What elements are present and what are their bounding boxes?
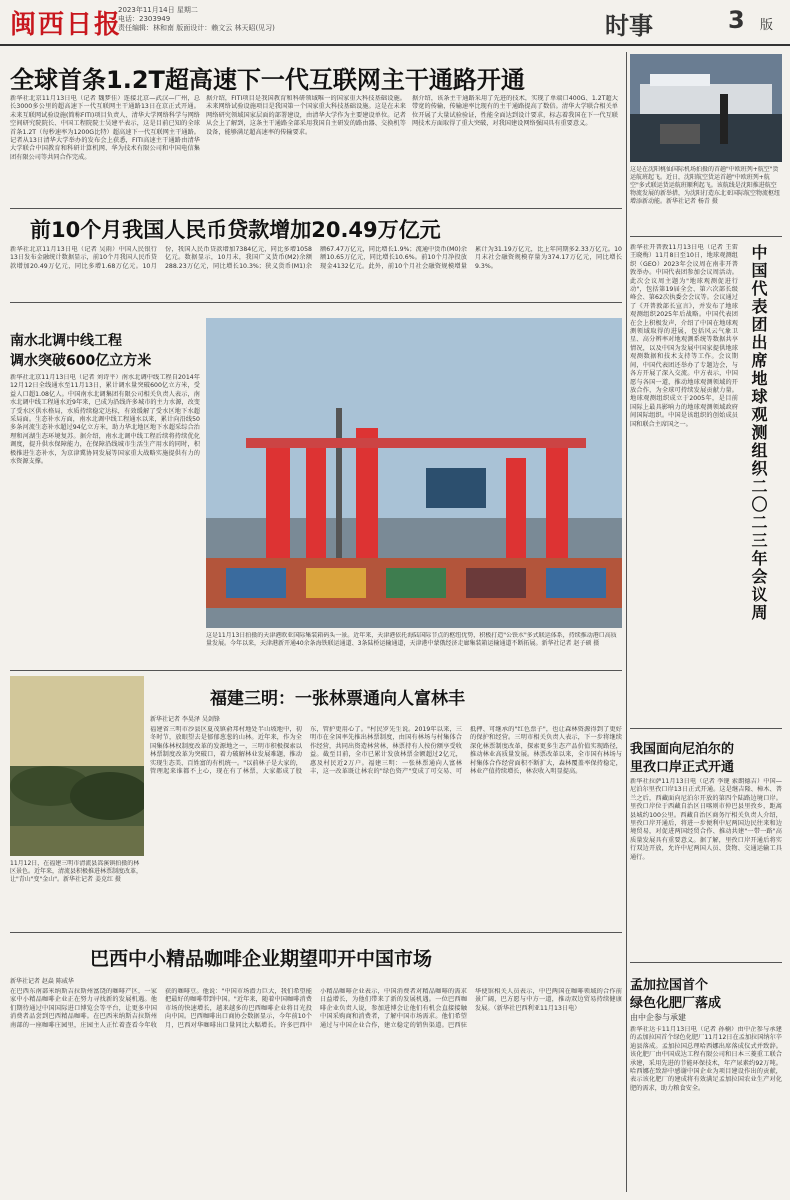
article8-title-line2: 绿色化肥厂落成 bbox=[630, 996, 722, 1011]
airport-photo bbox=[630, 54, 782, 162]
article4-text: 福建省三明市沙县区夏茂镇俞邦村地处半山坡地中，初冬时节，放眼望去是郁郁葱葱的山林。近年来，作为全国集体林权制度改革的发源地之一，三明市积极探索以林票制度改革为突破口，着力破解林业发展难题，推动实现生态美、百姓富的有机统一。"以前林子是大家的，管理起来谁都不上心，现在有了林票，大家都成了股东，管护更用心了。"村民罗先生说。2019年以来，三明市在全国率先推出林票制度，由国有林场与村集体合作经营，共同出资造林营林，林票持有人按份额享受收益。截至目前，全市已累计发放林票金额超过2亿元，惠及村民近2万户。福建三明：一张林票通向人富林丰，这一改革既让林农的"绿色资产"变成了可交易、可抵押、可继承的"红色票子"，也让森林资源得到了更好的保护和经营。三明市相关负责人表示，下一步将继续深化林票制度改革，探索更多生态产品价值实现路径，推动林业高质量发展。林票改革以来，全市国有林场与村集体合作经营面积不断扩大，森林覆盖率保持稳定，林业产值持续增长，林农收入明显提高。 bbox=[150, 726, 622, 776]
masthead bbox=[0, 0, 790, 46]
article3-text: 新华社北京11月13日电（记者 刘诗平）南水北调中线工程自2014年12月12日全线通水至11月13日，累计调水量突破600亿立方米，受益人口超1.08亿人。中国南水北调集团有限公司相关负责人表示，南水北调中线工程通水近9年来，已成为沿线许多城市的主力水源，改变了受水区供水格局，水质持续稳定达标，有效缓解了受水区地下水超采局面。生态补水方面，南水北调中线工程通水以来，累计向沿线50多条河流生态补水超过94亿立方米，助力华北地区地下水超采综合治理和河湖生态环境复苏。据介绍，南水北调中线工程后续将持续优化调度，提升供水保障能力，在保障沿线城市生活生产用水的同时，积极推进生态补水，为京津冀协同发展等国家重大战略实施提供有力的水资源支撑。 bbox=[10, 374, 200, 466]
airport-photo-caption: 这是在沈阳桃仙国际机场拍摄的首趟"中欧班列+航空"货运航班起飞。近日，沈阳航空货运首趟"中欧班列+航空"多式联运货运航班顺利起飞。该航线是沈阳推进航空物流发展的新举措，为沈阳打造东北亚国际航空物流枢纽增添新动能。新华社记者 杨青 摄 bbox=[630, 166, 781, 205]
section-name: 时事 bbox=[605, 12, 653, 40]
article4-byline: 新华社记者 李昊泽 吴剑锋 bbox=[150, 716, 220, 723]
article3-title-line2: 调水突破600亿立方米 bbox=[10, 353, 152, 369]
article1-title: 全球首条1.2T超高速下一代互联网主干通路开通 bbox=[10, 66, 525, 94]
divider bbox=[10, 670, 622, 671]
editors-line: 责任编辑：林和南 版面设计：赖文云 林天昭(见习) bbox=[118, 24, 275, 32]
article6-title: 中国代表团出席地球观测组织二〇二三年会议周 bbox=[749, 244, 768, 622]
masthead-meta bbox=[118, 6, 318, 33]
article8-text: 新华社达卡11月13日电（记者 孙楠）由中企参与承建的孟加拉国首个绿色化肥厂11月12日在孟加拉国纳尔辛迪县落成。孟加拉国总理哈西娜出席落成仪式并致辞。该化肥厂由中国成达工程有限公司和日本三菱重工联合承建，采用先进的节能环保技术，年产尿素约92万吨。哈西娜在致辞中感谢中国企业为项目建设作出的贡献，表示该化肥厂的建成将有效满足孟加拉国农业生产对化肥的需求，助力粮食安全。 bbox=[630, 1026, 782, 1092]
article1-text3: 据介绍，该条主干通路采用了先进的技术，实现了单端口400G、1.2T超大带宽的传输，传输速率比现有的主干通路提高了数倍。清华大学联合相关单位开展了大量试验验证，性能全面达到设计要求，标志着我国在下一代互联网技术方面取得了重大突破，对我国建设网络强国具有重要意义。 bbox=[412, 95, 618, 128]
port-photo-caption: 这是11月13日拍摄的天津港欧亚国际集装箱码头一景。近年来，天津港依托海陆国际节点的枢纽优势，积极打造"公铁水"多式联运体系，持续推动港口高质量发展。今年以来，天津港新开通40余条海铁联运通道、3条陆桥运输通道，天津港中蒙俄经济走廊集装箱运输通道不断拓展。新华社记者 赵子硕 摄 bbox=[206, 632, 617, 647]
article7-text: 新华社拉萨11月13日电（记者 李键 索朗德吉）中国—尼泊尔里孜口岸13日正式开通。这是继吉隆、樟木、普兰之后，西藏面向尼泊尔开放的第四个陆路边境口岸。里孜口岸位于西藏自治区日喀则市仲巴县里孜乡，距离县城约100公里。西藏自治区商务厅相关负责人介绍，里孜口岸开通后，将进一步便利中尼两国边民往来和边境贸易，对促进两国经贸合作、推动共建"一带一路"高质量发展具有重要意义。据了解，里孜口岸开通后将实行双边开放，允许中尼两国人员、货物、交通运输工具通行。 bbox=[630, 778, 782, 861]
article1-text1: 新华社北京11月13日电（记者 魏梦佳）连接北京—武汉—广州，总长3000多公里的超高速下一代互联网主干通路13日在京正式开通。未来互联网试验设施(简称FITI)项目负责人、清华大学网络科学与网络空间研究院院长、中国工程院院士吴建平表示，这是目前已知的全球首条1.2T（每秒速率为1200G比特）超高速下一代互联网主干通路。记者从13日清华大学举办的发布会上获悉，FITI高速主干通路由清华大学联合中国教育和科研计算机网、华为技术有限公司和中国电信集团有限公司等共同合作完成。 bbox=[10, 95, 200, 161]
column-divider bbox=[626, 52, 627, 1192]
port-photo-graphic bbox=[206, 318, 622, 628]
phone-line: 电话：2303949 bbox=[118, 15, 171, 23]
newspaper-logo: 闽西日报 bbox=[10, 10, 123, 40]
divider bbox=[10, 208, 622, 209]
article3-title-line1: 南水北调中线工程 bbox=[10, 333, 122, 349]
article2-title: 前10个月我国人民币贷款增加20.49万亿元 bbox=[30, 218, 441, 242]
article7-title-line2: 里孜口岸正式开通 bbox=[630, 760, 735, 775]
port-photo bbox=[206, 318, 622, 628]
forest-photo bbox=[10, 676, 144, 856]
article5-title: 巴西中小精品咖啡企业期望叩开中国市场 bbox=[90, 948, 433, 970]
article8-subtitle: 由中企参与承建 bbox=[630, 1013, 686, 1022]
page-number: 3 bbox=[728, 6, 745, 34]
article4-title: 福建三明：一张林票通向人富林丰 bbox=[210, 689, 465, 709]
airport-photo-graphic bbox=[630, 54, 782, 162]
article2-text: 新华社北京11月13日电（记者 吴雨）中国人民银行13日发布金融统计数据显示，前10个月我国人民币贷款增加20.49万亿元，同比多增1.68万亿元。10月份，我国人民币贷款增加7384亿元，同比多增1058亿元。数据显示，10月末，我国广义货币(M2)余额288.23万亿元，同比增长10.3%；狭义货币(M1)余额67.47万亿元，同比增长1.9%；流通中货币(M0)余额10.65万亿元，同比增长10.6%。前10个月净投放现金4132亿元。此外，前10个月社会融资规模增量累计为31.19万亿元，比上年同期多2.33万亿元。10月末社会融资规模存量为374.17万亿元，同比增长9.3%。 bbox=[10, 246, 622, 270]
forest-photo-graphic bbox=[10, 676, 144, 856]
divider bbox=[10, 932, 622, 933]
article5-byline: 新华社记者 赵焱 陈威华 bbox=[10, 978, 74, 985]
divider bbox=[630, 962, 782, 963]
divider bbox=[630, 728, 782, 729]
forest-photo-caption: 11月12日，在福建三明市清流县嵩溪镇拍摄的林区景色。近年来，清流县积极推进林票制度改革，让"青山"变"金山"。新华社记者 姜克红 摄 bbox=[10, 860, 143, 883]
divider bbox=[10, 302, 622, 303]
date-line: 2023年11月14日 星期二 bbox=[118, 6, 198, 14]
article1-text2: 据介绍，FITI项目是我国教育和科研领域唯一的国家重大科技基础设施。未来网络试验设施项目是我国第一个国家重大科技基础设施。这是在未来网络研究领域国家层面的部署建设，由清华大学作为主要建设单位。记者从会上了解到，这条主干通路全部采用我国自主研发的路由器、交换机等设备，能够满足超高速率的传输要求。 bbox=[206, 95, 406, 136]
page-suffix: 版 bbox=[760, 18, 774, 33]
divider bbox=[630, 236, 782, 237]
article6-text: 新华社开普敦11月13日电（记者 王雷 王晓梅）11月8日至10日，地球观测组织（GEO）2023年会议周在南非开普敦举办。中国代表团参加会议周活动。此次会议周主题为"地球观测促进行动"，包括第19届全会、第六次部长级峰会、第62次执委会会议等。会议通过了《开普敦部长宣言》，并发布了地球观测组织2025年后战略。中国代表团在会上积极发声，介绍了中国在地球观测领域取得的进展，包括风云气象卫星、高分辨率对地观测系统等数据共享情况，以及中国为发展中国家提供地球观测数据和技术支持等工作。会议期间，中国代表团还举办了专题边会，与各方开展了深入交流。中方表示，中国愿与各国一道，推动地球观测领域的开放合作，为全球可持续发展贡献力量。地球观测组织成立于2005年，是目前国际上最具影响力的地球观测领域政府间国际组织。中国是该组织的创始成员国和联合主席国之一。 bbox=[630, 244, 738, 428]
article7-title-line1: 我国面向尼泊尔的 bbox=[630, 742, 735, 757]
article5-text: 在巴西东南部米纳斯吉拉斯州富饶的咖啡产区，一家家中小精品咖啡企业正在努力寻找新的发展机遇。他们期待通过中国国际进口博览会等平台，让更多中国消费者品尝到巴西精品咖啡。在巴西米纳斯吉拉斯州南部的一座咖啡庄园里，庄园主人正忙着查看今年收获的咖啡豆。他说："中国市场潜力巨大，我们希望能把最好的咖啡带到中国。"近年来，随着中国咖啡消费市场的快速增长，越来越多的巴西咖啡企业将目光投向中国。巴西咖啡出口商协会数据显示，今年前10个月，巴西对华咖啡出口量同比大幅增长。许多巴西中小精品咖啡企业表示，中国消费者对精品咖啡的需求日益增长，为他们带来了新的发展机遇。一位巴西咖啡企业负责人说，参加进博会让他们有机会直接接触中国采购商和消费者，了解中国市场需求。他们希望通过与中国企业合作，建立稳定的销售渠道。巴西驻华使馆相关人员表示，中巴两国在咖啡领域的合作前景广阔，巴方愿与中方一道，推动双边贸易持续健康发展。（新华社巴西利亚11月13日电） bbox=[10, 988, 622, 1029]
article8-title-line1: 孟加拉国首个 bbox=[630, 978, 709, 993]
